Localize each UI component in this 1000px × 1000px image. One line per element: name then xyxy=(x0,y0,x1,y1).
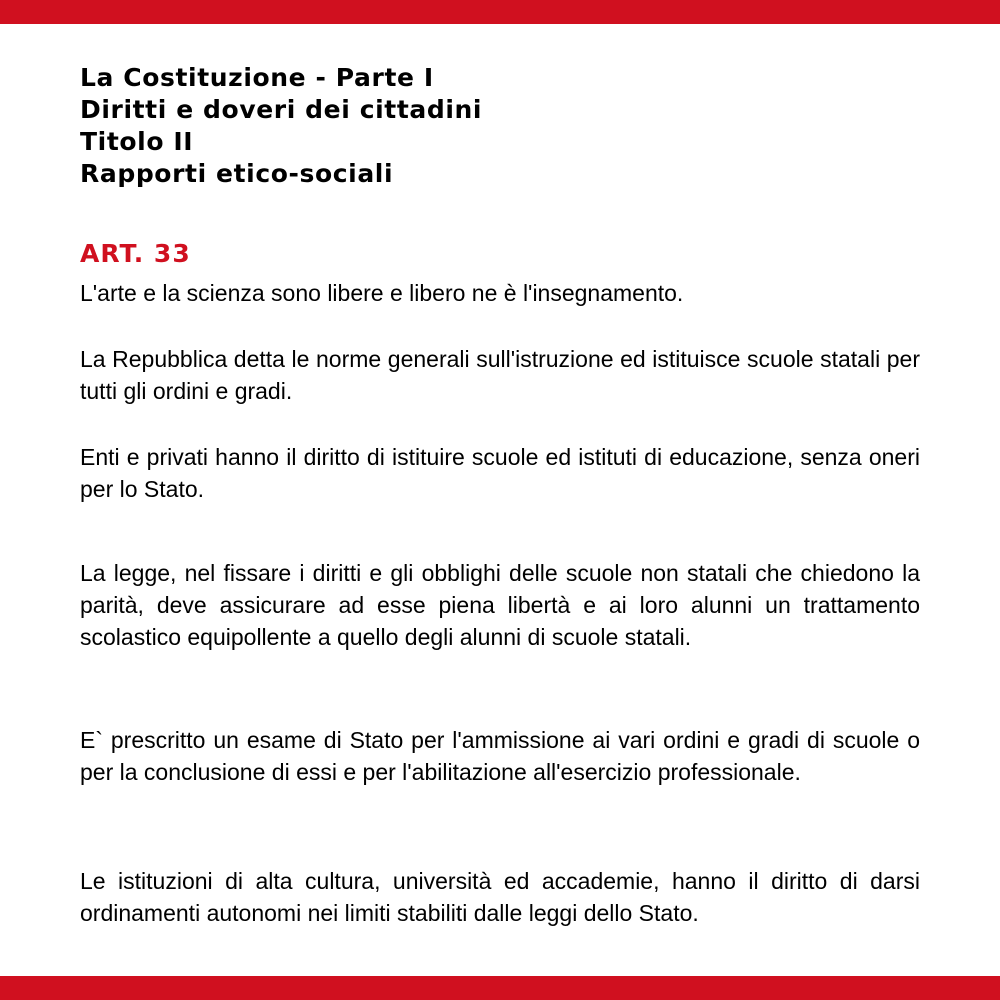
article-paragraph-2: La Repubblica detta le norme generali sull'istruzione ed istituisce scuole statali per tutti gli ordini e gradi. xyxy=(80,346,920,404)
article-paragraph-6: Le istituzioni di alta cultura, università ed accademie, hanno il diritto di darsi ordinamenti autonomi nei limiti stabiliti dalle leggi dello Stato. xyxy=(80,868,920,926)
article-title: ART. 33 xyxy=(80,239,191,268)
document-header xyxy=(80,62,920,190)
bottom-accent-bar xyxy=(0,976,1000,1000)
article-paragraph-5: E` prescritto un esame di Stato per l'ammissione ai vari ordini e gradi di scuole o per la conclusione di essi e per l'abilitazione all'esercizio professionale. xyxy=(80,727,920,785)
article-paragraph-1: L'arte e la scienza sono libere e libero ne è l'insegnamento. xyxy=(80,280,684,306)
header-line-constitution: La Costituzione - Parte I xyxy=(80,63,434,92)
header-line-title: Titolo II xyxy=(80,127,194,156)
article-paragraph-4: La legge, nel fissare i diritti e gli obblighi delle scuole non statali che chiedono la parità, deve assicurare ad esse piena libertà e ai loro alunni un trattamento scolastico equipollente a quello degli alunni di scuole statali. xyxy=(80,560,920,650)
header-line-relations: Rapporti etico-sociali xyxy=(80,159,394,188)
header-line-rights: Diritti e doveri dei cittadini xyxy=(80,95,483,124)
top-accent-bar xyxy=(0,0,1000,24)
article-paragraph-3: Enti e privati hanno il diritto di istituire scuole ed istituti di educazione, senza oneri per lo Stato. xyxy=(80,444,920,502)
